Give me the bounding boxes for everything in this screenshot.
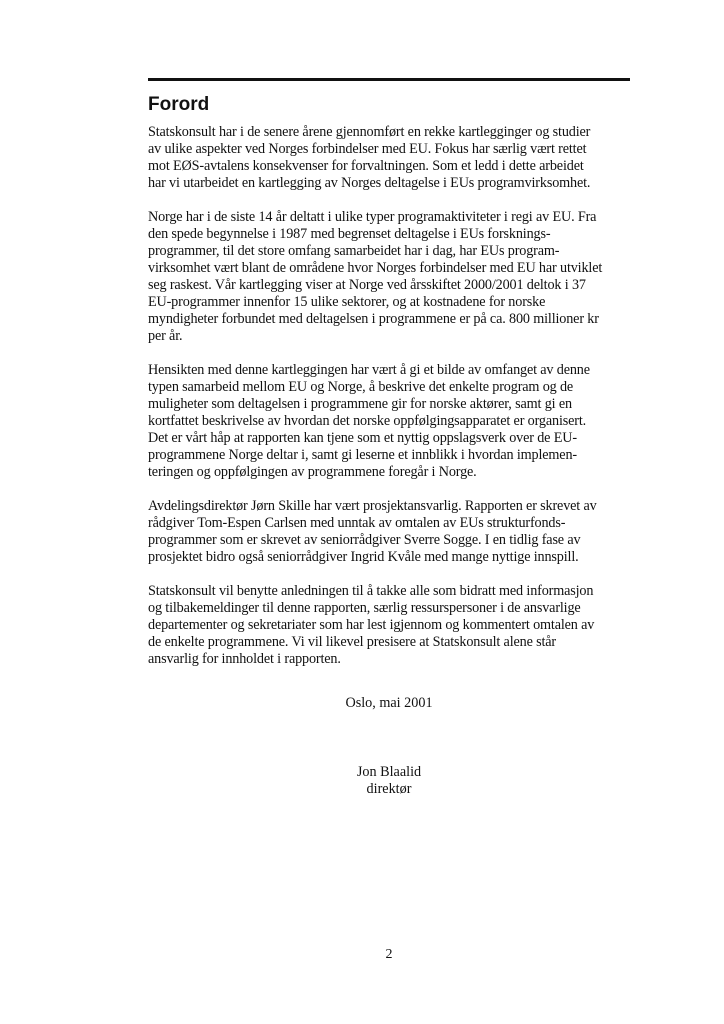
- text-line: den spede begynnelse i 1987 med begrenset deltagelse i EUs forsknings-: [148, 226, 551, 242]
- text-line: Statskonsult vil benytte anledningen til å takke alle som bidratt med informasjon: [148, 583, 594, 599]
- text-line: Det er vårt håp at rapporten kan tjene som et nyttig oppslagsverk over de EU-: [148, 430, 577, 446]
- header-rule: [148, 78, 630, 81]
- text-line: seg raskest. Vår kartlegging viser at Norge ved årsskiftet 2000/2001 deltok i 37: [148, 277, 586, 293]
- text-line: har vi utarbeidet en kartlegging av Norges deltagelse i EUs programvirksomhet.: [148, 175, 591, 191]
- text-line: prosjektet bidro også seniorrådgiver Ingrid Kvåle med mange nyttige innspill.: [148, 549, 579, 565]
- text-line: rådgiver Tom-Espen Carlsen med unntak av omtalen av EUs strukturfonds-: [148, 515, 566, 531]
- text-line: programmene Norge deltar i, samt gi leserne et innblikk i hvordan implemen-: [148, 447, 577, 463]
- text-line: teringen og oppfølgingen av programmene foregår i Norge.: [148, 464, 477, 480]
- page-number: 2: [385, 947, 393, 962]
- text-line: programmer som er skrevet av seniorrådgiver Sverre Sogge. I en tidlig fase av: [148, 532, 581, 548]
- paragraph-purpose: [148, 362, 648, 481]
- text-line: Avdelingsdirektør Jørn Skille har vært prosjektansvarlig. Rapporten er skrevet av: [148, 498, 597, 514]
- text-line: Statskonsult har i de senere årene gjennomført en rekke kartlegginger og studier: [148, 124, 591, 140]
- text-line: de enkelte programmene. Vi vil likevel presisere at Statskonsult alene står: [148, 634, 557, 650]
- text-line: kortfattet beskrivelse av hvordan det norske oppfølgingsapparatet er organisert.: [148, 413, 587, 429]
- text-line: programmer, til det store omfang samarbeidet har i dag, har EUs program-: [148, 243, 560, 259]
- text-line: virksomhet vært blant de områdene hvor Norges forbindelser med EU har utviklet: [148, 260, 603, 276]
- place-date: Oslo, mai 2001: [345, 695, 433, 711]
- signer-title: direktør: [366, 781, 412, 797]
- text-line: mot EØS-avtalens konsekvenser for forvaltningen. Som et ledd i dette arbeidet: [148, 158, 584, 174]
- text-line: Norge har i de siste 14 år deltatt i ulike typer programaktiviteter i regi av EU. Fra: [148, 209, 597, 225]
- text-line: muligheter som deltagelsen i programmene gir for norske aktører, samt gi en: [148, 396, 572, 412]
- text-line: EU-programmer innenfor 15 ulike sektorer, og at kostnadene for norske: [148, 294, 546, 310]
- text-line: Hensikten med denne kartleggingen har vært å gi et bilde av omfanget av denne: [148, 362, 590, 378]
- page-title: Forord: [148, 94, 210, 115]
- text-line: per år.: [148, 328, 183, 344]
- paragraph-authors: [148, 498, 648, 566]
- text-line: departementer og sekretariater som har lest igjennom og kommentert omtalen av: [148, 617, 595, 633]
- text-line: typen samarbeid mellom EU og Norge, å beskrive det enkelte program og de: [148, 379, 574, 395]
- body-text: [148, 124, 648, 685]
- paragraph-history: [148, 209, 648, 345]
- paragraph-intro: [148, 124, 648, 192]
- text-line: og tilbakemeldinger til denne rapporten, særlig ressurspersoner i de ansvarlige: [148, 600, 581, 616]
- signature-block: [148, 764, 630, 798]
- text-line: myndigheter forbundet med deltagelsen i programmene er på ca. 800 millioner kr: [148, 311, 599, 327]
- signer-name: Jon Blaalid: [356, 764, 422, 780]
- text-line: ansvarlig for innholdet i rapporten.: [148, 651, 341, 667]
- paragraph-thanks: [148, 583, 648, 668]
- text-line: av ulike aspekter ved Norges forbindelser med EU. Fokus har særlig vært rettet: [148, 141, 587, 157]
